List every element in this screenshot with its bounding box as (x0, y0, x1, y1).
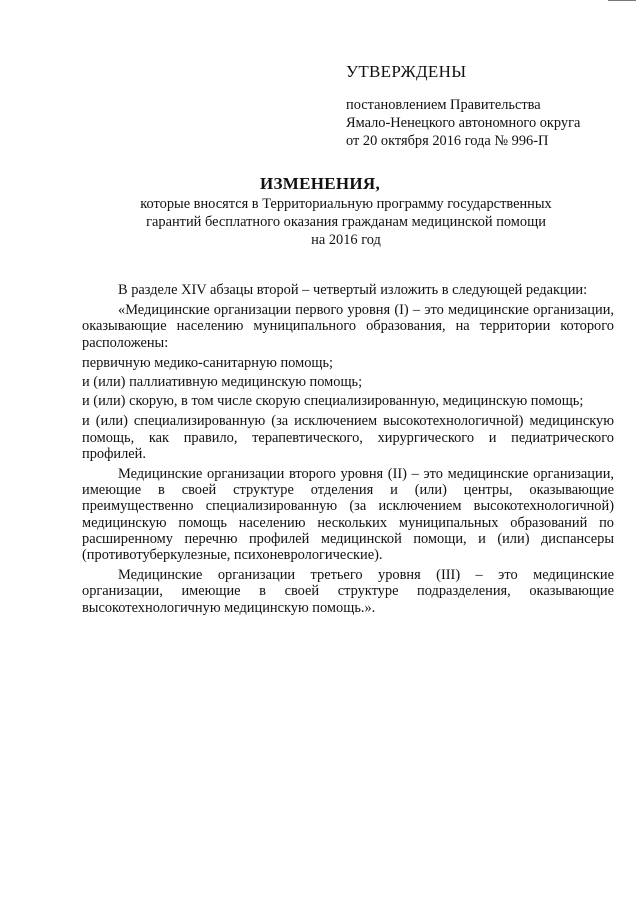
approval-line: постановлением Правительства (346, 97, 541, 113)
body-paragraph: и (или) паллиативную медицинскую помощь; (82, 374, 363, 391)
body-paragraph: В разделе XIV абзацы второй – четвертый изложить в следующей редакции: (118, 282, 588, 298)
body-paragraph: и (или) скорую, в том числе скорую специализированную, медицинскую помощь; (82, 393, 584, 410)
document-title: ИЗМЕНЕНИЯ, (259, 174, 381, 193)
subtitle-line: которые вносятся в Территориальную программу государственных (140, 196, 552, 212)
body-paragraph: Медицинские организации второго уровня (II) – это медицинские организации, имеющие в своей структуре отделения и (или) центры, оказывающие преимущественно специализированную (за исключением высокотехнологичной) медицинскую помощь населению нескольких муниципальных образований по расширенному перечню профилей медицинской помощи, и (или) диспансеры (противотуберкулезные, психоневрологические). (82, 466, 614, 564)
body-paragraph: первичную медико-санитарную помощь; (82, 354, 334, 371)
body-paragraph: «Медицинские организации первого уровня (I) – это медицинские организации, оказывающие населению муниципального образования, на территории которого расположены: (82, 302, 614, 351)
approval-block (346, 62, 616, 150)
approval-title: УТВЕРЖДЕНЫ (346, 62, 467, 81)
subtitle-line: на 2016 год (311, 232, 381, 248)
subtitle-line: гарантий бесплатного оказания гражданам медицинской помощи (146, 214, 546, 230)
approval-line: Ямало-Ненецкого автономного округа (346, 115, 581, 131)
document-subtitle (100, 195, 592, 249)
approval-line: от 20 октября 2016 года № 996-П (346, 133, 549, 149)
body-paragraph: Медицинские организации третьего уровня (III) – это медицинские организации, имеющие в своей структуре подразделения, оказывающие высокотехнологичную медицинскую помощь.». (82, 567, 614, 616)
scan-mark (608, 0, 636, 4)
document-body (82, 282, 614, 616)
body-paragraph: и (или) специализированную (за исключением высокотехнологичной) медицинскую помощь, как правило, терапевтического, хирургического и педиатрического профилей. (82, 413, 614, 462)
